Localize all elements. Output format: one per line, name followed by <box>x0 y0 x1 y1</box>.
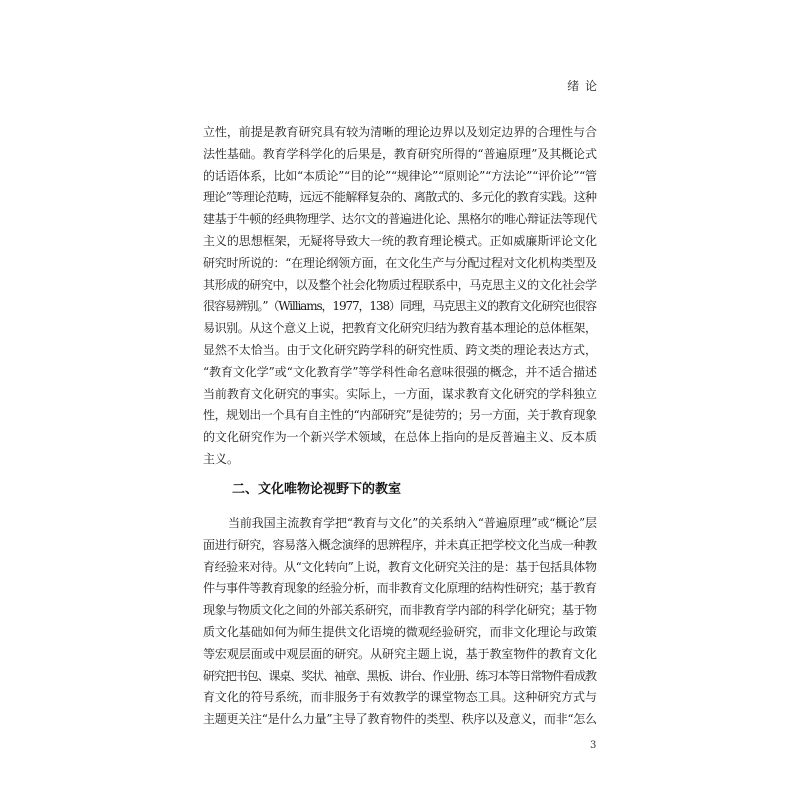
body-text-line: 易识别。从这个意义上说，把教育文化研究归结为教育基本理论的总体框架， <box>203 321 597 336</box>
body-text-line: 理论”等理论范畴，远远不能解释复杂的、离散式的、多元化的教育实践。这种 <box>203 190 597 205</box>
body-text-line: 很容易辨别。”（Williams，1977，138）同理，马克思主义的教育文化研究也很容 <box>203 299 596 314</box>
body-text-line: 的话语体系，比如“本质论”“目的论”“规律论”“原则论”“方法论”“评价论”“管 <box>203 168 597 183</box>
body-paragraph <box>203 513 597 731</box>
body-text-line: 当前教育文化研究的事实。实际上，一方面，谋求教育文化研究的学科独立 <box>203 386 597 401</box>
body-text-line: 面进行研究，容易落入概念演绎的思辨程序，并未真正把学校文化当成一种教 <box>203 537 597 552</box>
running-head-title: 绪 论 <box>567 79 598 93</box>
body-text-line: 当前我国主流教育学把“教育与文化”的关系纳入“普遍原理”或“概论”层 <box>228 516 597 530</box>
body-paragraph <box>203 122 597 471</box>
page-number: 3 <box>590 740 597 751</box>
body-text-line: 现象与物质文化之间的外部关系研究，而非教育学内部的科学化研究；基于物 <box>203 603 597 618</box>
body-text-line: 主题更关注“是什么力量”主导了教育物件的类型、秩序以及意义，而非“怎么 <box>203 712 597 727</box>
body-text-line: 研究时所说的：“在理论纲领方面，在文化生产与分配过程对文化机构类型及 <box>203 255 597 270</box>
body-text-line: 件与事件等教育现象的经验分析，而非教育文化原理的结构性研究；基于教育 <box>203 581 597 596</box>
body-text-line: 育文化的符号系统，而非服务于有效教学的课堂物态工具。这种研究方式与 <box>203 690 597 705</box>
body-text-line: 法性基础。教育学科学化的后果是，教育研究所得的“普遍原理”及其概论式 <box>203 146 597 161</box>
body-text-line: 育经验来对待。从“文化转向”上说，教育文化研究关注的是：基于包括具体物 <box>203 559 597 574</box>
section-heading: 二、文化唯物论视野下的教室 <box>232 482 402 497</box>
body-text-line: 的文化研究作为一个新兴学术领域，在总体上指向的是反普遍主义、反本质 <box>203 430 597 445</box>
body-text-line: 显然不太恰当。由于文化研究跨学科的研究性质、跨文类的理论表达方式， <box>203 342 597 357</box>
body-text-line: 立性，前提是教育研究具有较为清晰的理论边界以及划定边界的合理性与合 <box>203 125 597 139</box>
body-text-line: 质文化基础如何为师生提供文化语境的微观经验研究，而非文化理论与政策 <box>203 624 597 639</box>
body-text-line: “教育文化学”或“文化教育学”等学科性命名意味很强的概念，并不适合描述 <box>203 364 597 379</box>
body-text-line: 其形成的研究中，以及整个社会化物质过程联系中，马克思主义的文化社会学 <box>203 277 597 292</box>
body-text-line: 等宏观层面或中观层面的研究。从研究主题上说，基于教室物件的教育文化 <box>203 646 597 661</box>
body-text-line: 性，规划出一个具有自主性的“内部研究”是徒劳的；另一方面，关于教育现象 <box>203 408 597 423</box>
body-text-line: 建基于牛顿的经典物理学、达尔文的普遍进化论、黑格尔的唯心辩证法等现代 <box>203 212 597 227</box>
body-text-line: 主义。 <box>203 451 240 466</box>
body-text-line: 研究把书包、课桌、奖状、袖章、黑板、讲台、作业册、练习本等日常物件看成教 <box>203 668 596 683</box>
body-text-line: 主义的思想框架，无疑将导致大一统的教育理论模式。正如威廉斯评论文化 <box>203 233 597 248</box>
